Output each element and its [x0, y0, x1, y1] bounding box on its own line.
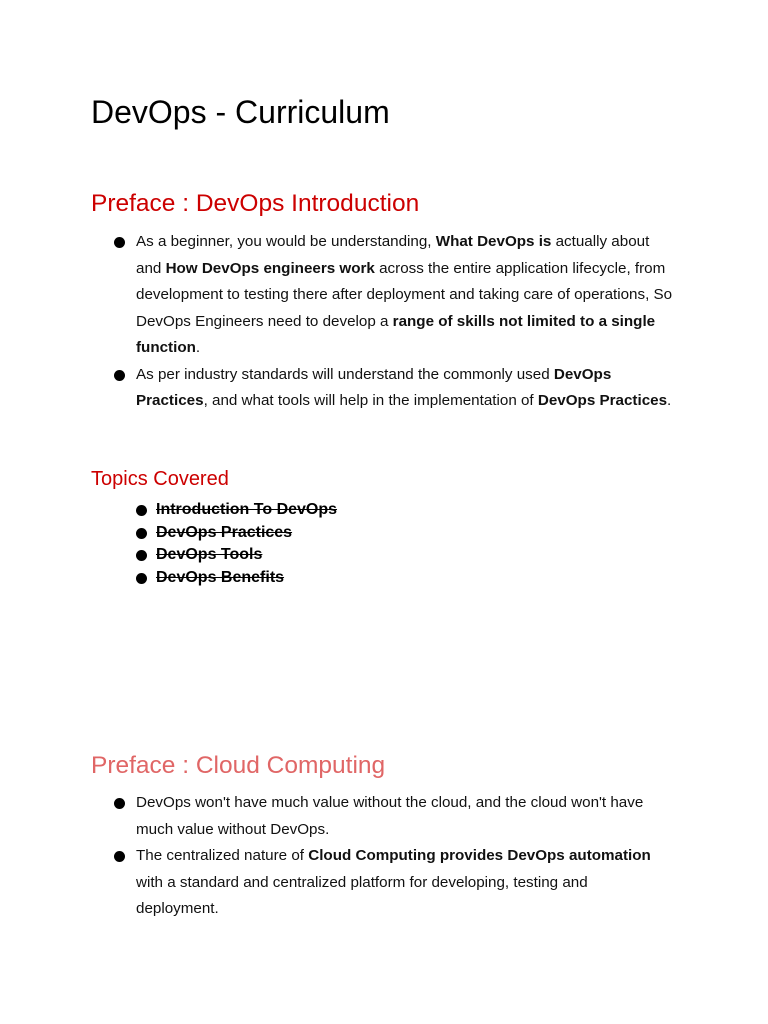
bullet-text [136, 794, 643, 838]
topic-item: DevOps Practices [136, 522, 337, 545]
section-heading-cloud-computing: Preface : Cloud Computing [91, 752, 386, 779]
text-run: , and what tools will help in the implementation of [203, 392, 538, 409]
text-run: As per industry standards will understand the commonly used [136, 365, 554, 383]
topic-item: DevOps Benefits [136, 567, 337, 590]
bullet-item [114, 843, 674, 923]
bold-text-run: DevOps Practices [537, 392, 668, 409]
bold-text-run: Cloud Computing provides DevOps automation [308, 847, 651, 864]
bullet-item [114, 362, 674, 415]
bullet-text [136, 847, 651, 917]
bold-text-run: What DevOps is [435, 233, 552, 250]
topics-covered-heading: Topics Covered [91, 468, 229, 490]
devops-intro-bullet-list [114, 229, 674, 415]
section-heading-devops-introduction: Preface : DevOps Introduction [91, 190, 420, 217]
bullet-dot-icon [136, 505, 147, 516]
text-run: As a beginner, you would be understanding, [136, 233, 436, 250]
topic-item: DevOps Tools [136, 544, 337, 567]
bold-text-run: DevOps Practices [136, 365, 612, 409]
bullet-text [136, 233, 672, 356]
bullet-dot-icon [114, 237, 125, 248]
text-run: The centralized nature of [136, 847, 309, 864]
bullet-text [136, 366, 671, 410]
bold-text-run: How DevOps engineers work [165, 259, 375, 277]
topic-item: Introduction To DevOps [136, 499, 337, 522]
text-run: DevOps won't have much value without the cloud, and the cloud won't have much value without DevOps. [136, 794, 644, 838]
text-run: across the entire application lifecycle, from development to testing there after deployment and taking care of operations, So DevOps Engineers need to develop a [136, 259, 673, 330]
text-run: actually about and [136, 233, 650, 277]
bullet-dot-icon [114, 851, 125, 862]
text-run: . [667, 392, 672, 409]
bold-text-run: range of skills not limited to a single function [136, 312, 656, 356]
bullet-item [114, 229, 674, 362]
text-run: with a standard and centralized platform for developing, testing and deployment. [136, 873, 588, 917]
bullet-dot-icon [114, 370, 125, 381]
bullet-item [114, 790, 674, 843]
text-run: . [195, 339, 201, 356]
bullet-dot-icon [136, 550, 147, 561]
document-title: DevOps - Curriculum [91, 94, 390, 130]
cloud-computing-bullet-list [114, 790, 674, 923]
bullet-dot-icon [136, 573, 147, 584]
bullet-dot-icon [136, 528, 147, 539]
topics-list [136, 499, 337, 589]
bullet-dot-icon [114, 798, 125, 809]
